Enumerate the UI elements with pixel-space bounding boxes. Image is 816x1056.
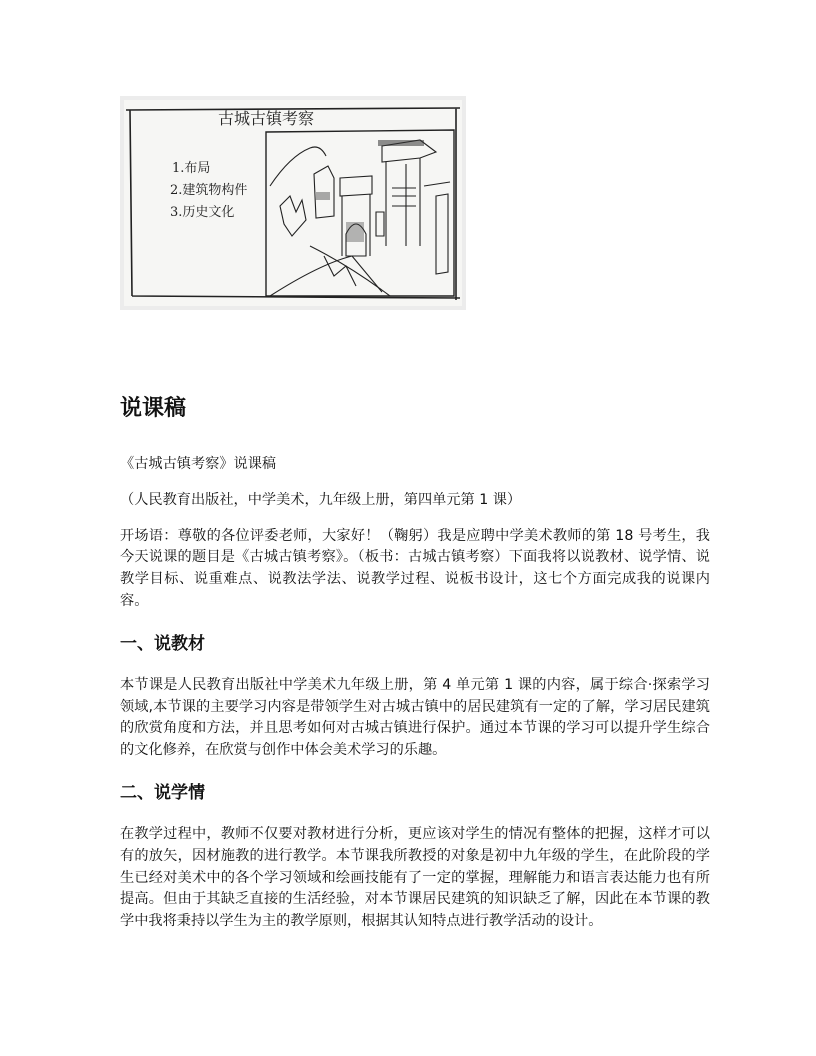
page-title: 说课稿 [120,396,187,421]
section-body-textbook: 本节课是人民教育出版社中学美术九年级上册，第 4 单元第 1 课的内容，属于综合·探索学习领域,本节课的主要学习内容是带领学生对古城古镇中的居民建筑有一定的了解，学习居民建筑的欣赏角度和方法，并且思考如何对古城古镇进行保护。通过本节课的学习可以提升学生综合的文化修养，在欣赏与创作中体会美术学习的乐趣。 [120,676,710,759]
sketch-item-2: 2.建筑物构件 [170,183,248,198]
document-body [120,392,710,947]
sketch-title: 古城古镇考察 [218,109,315,128]
section-heading-textbook: 一、说教材 [120,633,205,654]
section-body-students: 在教学过程中，教师不仅要对教材进行分析，更应该对学生的情况有整体的把握，这样才可以有的放矢，因材施教的进行教学。本节课我所教授的对象是初中九年级的学生，在此阶段的学生已经对美术中的各个学习领域和绘画技能有了一定的掌握，理解能力和语言表达能力也有所提高。但由于其缺乏直接的生活经验，对本节课居民建筑的知识缺乏了解，因此在本节课的教学中我将秉持以学生为主的教学原则，根据其认知特点进行教学活动的设计。 [120,825,710,930]
sketch-photo [120,96,466,310]
document-subtitle: 《古城古镇考察》说课稿 [120,456,277,472]
sketch-item-3: 3.历史文化 [170,205,235,220]
opening-paragraph: 开场语：尊敬的各位评委老师，大家好！（鞠躬）我是应聘中学美术教师的第 18 号考生，我今天说课的题目是《古城古镇考察》。（板书：古城古镇考察）下面我将以说教材、说学情、说教学目标、说重难点、说教法学法、说教学过程、说板书设计，这七个方面完成我的说课内容。 [120,527,710,609]
publisher-line: （人民教育出版社，中学美术，九年级上册，第四单元第 1 课） [120,491,522,508]
sketch-drawing [120,96,466,310]
sketch-item-1: 1.布局 [172,161,211,176]
section-heading-students: 二、说学情 [120,782,205,803]
